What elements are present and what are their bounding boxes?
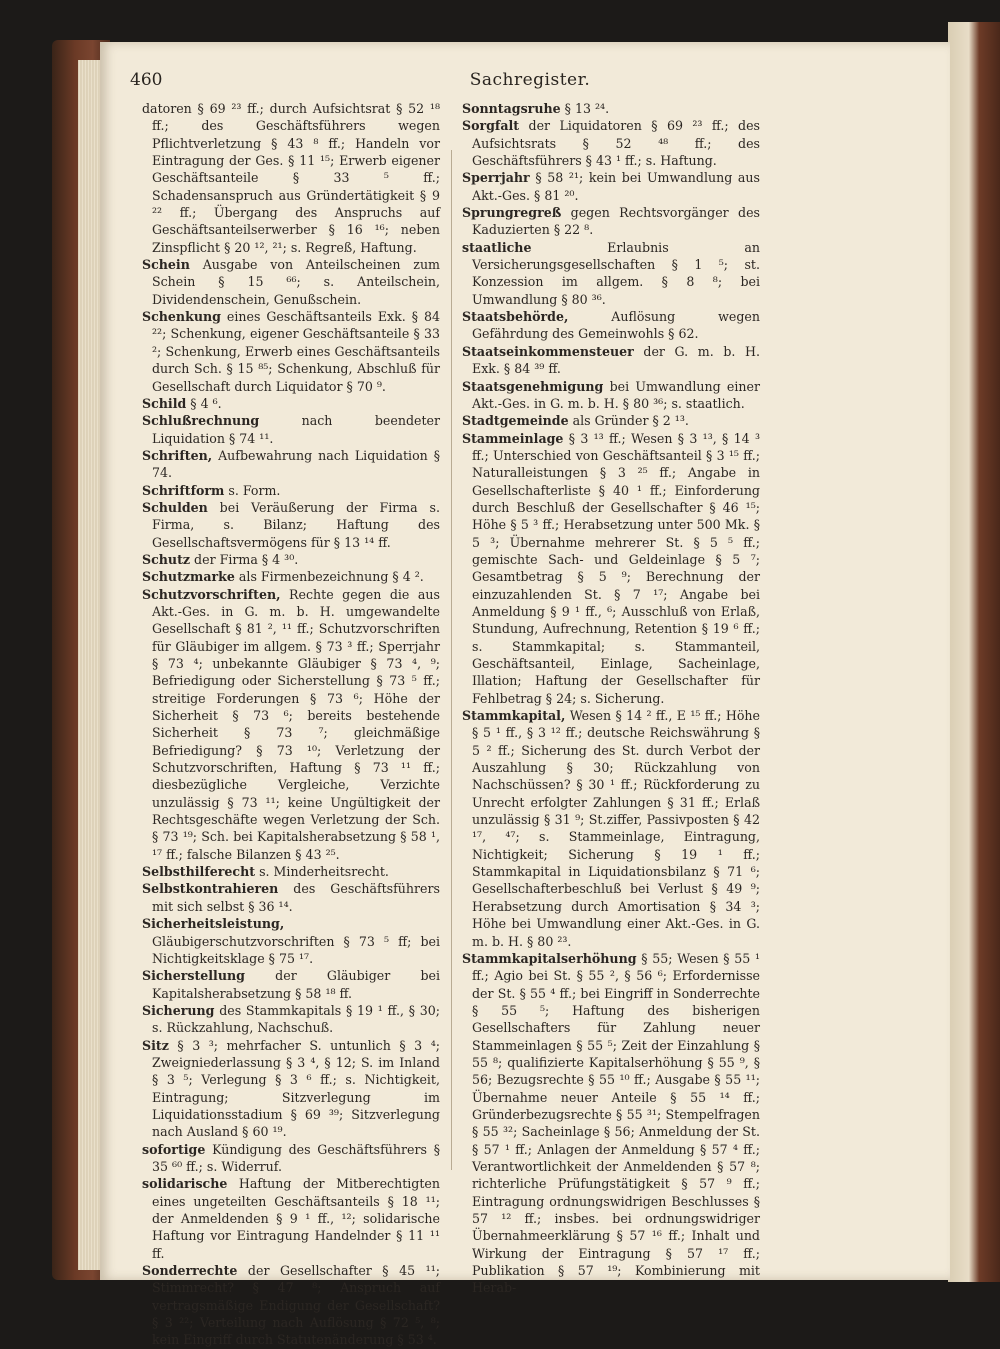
- index-entry: [142, 412, 440, 447]
- entry-headword: Staatsbehörde,: [462, 309, 569, 325]
- index-entry: [462, 239, 760, 308]
- entry-references: s. Form.: [224, 482, 281, 498]
- entry-references: als Firmenbezeichnung § 4 ².: [234, 569, 424, 585]
- entry-headword: solidarische: [142, 1176, 228, 1192]
- index-entry: [142, 395, 440, 412]
- entry-headword: Schein: [142, 257, 190, 273]
- entry-headword: sofortige: [142, 1141, 206, 1157]
- entry-references: § 55; Wesen § 55 ¹ ff.; Agio bei St. § 55 ², § 56 ⁶; Erfordernisse der St. § 55 ⁴ ff.; bei Eingriff in Sonderrechte § 55 ⁵; Haftung des bisherigen Gesellschafters für Zahlung neuer Stammeinlagen § 55 ⁵; Zeit der Einzahlung § 55 ⁸; qualifizierte Kapitalserhöhung § 55 ⁹, § 56; Bezugsrechte § 55 ¹⁰ ff.; Ausgabe § 55 ¹¹; Übernahme neuer Anteile § 55 ¹⁴ ff.; Gründerbezugsrechte § 55 ³¹; Stempelfragen § 55 ³²; Sacheinlage § 56; Anmeldung der St. § 57 ¹ ff.; Anlagen der Anmeldung § 57 ⁴ ff.; Verantwortlichkeit der Anmeldenden § 57 ⁸; richterliche Prüfungstätigkeit § 57 ⁹ ff.; Eintragung ordnungswidrigen Beschlusses § 57 ¹² ff.; insbes. bei ordnungswidriger Übernahmeerklärung § 57 ¹⁶ ff.; Inhalt und Wirkung der Eintragung § 57 ¹⁷ ff.; Publikation § 57 ¹⁹; Kombinierung mit Herab-: [472, 950, 760, 1296]
- index-entry: [142, 1262, 440, 1349]
- entry-headword: Sonderrechte: [142, 1263, 238, 1279]
- entry-references: der Liquidatoren § 69 ²³ ff.; des Aufsichtsrats § 52 ⁴⁸ ff.; des Geschäftsführers § 43 ¹ ff.; s. Haftung.: [472, 118, 760, 169]
- entry-headword: Selbsthilferecht: [142, 864, 256, 880]
- entry-headword: Sitz: [142, 1037, 169, 1053]
- index-entry: [462, 950, 760, 1297]
- index-entry: [142, 568, 440, 585]
- entry-headword: Sorgfalt: [462, 118, 520, 134]
- index-column-left: [142, 100, 440, 1349]
- entry-references: bei Umwandlung einer Akt.-Ges. in G. m. b. H. § 80 ³⁶; s. staatlich.: [472, 378, 760, 411]
- index-entry: [142, 1037, 440, 1141]
- index-entry: [142, 499, 440, 551]
- index-entry: [462, 378, 760, 413]
- entry-references: der G. m. b. H. Exk. § 84 ³⁹ ff.: [472, 343, 760, 377]
- entry-references: der Gesellschafter § 45 ¹¹; Stimmrecht? § 47 ⁸; Anspruch auf vertragsmäßige Endigung der Gesellschaft? § 3 ²²; Verteilung nach Auflösung § 72 ⁵, ⁸; kein Eingriff durch Statutenänderung § 53 ⁴.: [152, 1263, 440, 1348]
- entry-references: gegen Rechtsvorgänger des Kaduzierten § 22 ⁸.: [472, 205, 760, 238]
- entry-headword: Schutz: [142, 551, 191, 567]
- entry-references: nach beendeter Liquidation § 74 ¹¹.: [152, 413, 440, 446]
- entry-headword: Schutzmarke: [142, 569, 235, 585]
- index-entry: [142, 880, 440, 915]
- index-entry: [462, 343, 760, 378]
- entry-headword: Sonntagsruhe: [462, 101, 561, 116]
- entry-headword: Schulden: [142, 499, 208, 515]
- index-entry: [142, 551, 440, 568]
- index-entry: [462, 204, 760, 239]
- entry-references: § 13 ²⁴.: [560, 101, 610, 116]
- index-entry: [142, 447, 440, 482]
- entry-references: Wesen § 14 ² ff., E ¹⁵ ff.; Höhe § 5 ¹ ff., § 3 ¹² ff.; deutsche Reichswährung § 5 ² ff.; Sicherung des St. durch Verbot der Auszahlung § 30; Rückzahlung von Nachschüssen? § 30 ¹ ff.; Rückforderung zu Unrecht erfolgter Zahlungen § 31 ff.; Erlaß unzulässig § 31 ⁹; St.ziffer, Passivposten § 42 ¹⁷, ⁴⁷; s. Stammeinlage, Eintragung, Nichtigkeit; Sicherung § 19 ¹ ff.; Stammkapital in Liquidationsbilanz § 71 ⁶; Gesellschafterbeschluß bei Verlust § 49 ⁹; Herabsetzung durch Amortisation § 34 ³; Höhe bei Umwandlung einer Akt.-Ges. in G. m. b. H. § 80 ²³.: [472, 708, 760, 949]
- index-entry: [142, 482, 440, 499]
- entry-headword: Sperrjahr: [462, 170, 530, 186]
- entry-references: § 3 ¹³ ff.; Wesen § 3 ¹³, § 14 ³ ff.; Unterschied von Geschäftsanteil § 3 ¹⁵ ff.; Naturalleistungen § 3 ²⁵ ff.; Angabe in Gesellschafterliste § 40 ¹ ff.; Einforderung durch Beschluß der Gesellschafter § 46 ¹⁵; Höhe § 5 ³ ff.; Herabsetzung unter 500 Mk. § 5 ³; Übernahme mehrerer St. § 5 ⁵ ff.; gemischte Sach- und Geldeinlage § 5 ⁷; Gesamtbetrag § 5 ⁹; Berechnung der einzuzahlenden St. § 7 ¹⁷; Angabe bei Anmeldung § 9 ¹ ff., ⁶; Ausschluß von Erlaß, Stundung, Aufrechnung, Retention § 19 ⁶ ff.; s. Stammkapital; s. Stammanteil, Geschäftsanteil, Einlage, Sacheinlage, Illation; Haftung der Gesellschafter für Fehlbetrag § 24; s. Sicherung.: [472, 430, 760, 706]
- index-entry: [462, 100, 760, 117]
- entry-headword: Stammkapital,: [462, 708, 566, 724]
- entry-headword: Schlußrechnung: [142, 413, 260, 429]
- entry-headword: Schild: [142, 395, 187, 411]
- entry-references: eines Geschäftsanteils Exk. § 84 ²²; Schenkung, eigener Geschäftsanteile § 33 ²; Schenkung, Erwerb eines Geschäftsanteils durch Sch. § 15 ⁸⁵; Schenkung, Abschluß für Gesellschaft durch Liquidator § 70 ⁹.: [152, 309, 440, 394]
- index-entry: [142, 586, 440, 864]
- entry-headword: Stadtgemeinde: [462, 413, 569, 429]
- entry-headword: Sicherheitsleistung,: [142, 916, 285, 932]
- entry-references: des Stammkapitals § 19 ¹ ff., § 30; s. Rückzahlung, Nachschuß.: [152, 1002, 440, 1036]
- index-entry: [142, 1141, 440, 1176]
- entry-headword: Stammeinlage: [462, 430, 564, 446]
- index-entry: [462, 707, 760, 950]
- index-entry: [462, 117, 760, 169]
- entry-references: Haftung der Mitberechtigten eines ungeteilten Geschäftsanteils § 18 ¹¹; der Anmeldenden § 9 ¹ ff., ¹²; solidarische Haftung vor Eintragung Handelnder § 11 ¹¹ ff.: [152, 1176, 440, 1261]
- index-entry: [142, 100, 440, 256]
- entry-references: § 4 ⁶.: [186, 395, 222, 411]
- page-number: 460: [130, 70, 163, 90]
- entry-headword: Sicherstellung: [142, 968, 245, 984]
- entry-headword: Sprungregreß: [462, 205, 562, 221]
- entry-references: Erlaubnis an Versicherungsgesellschaften § 1 ⁵; st. Konzession im allgem. § 8 ⁸; bei Umwandlung § 80 ³⁶.: [472, 239, 760, 307]
- entry-references: s. Minderheitsrecht.: [255, 864, 389, 880]
- entry-references: als Gründer § 2 ¹³.: [568, 413, 689, 429]
- index-entry: [462, 308, 760, 343]
- index-entry: [142, 308, 440, 395]
- index-entry: [142, 967, 440, 1002]
- entry-references: Gläubigerschutzvorschriften § 73 ⁵ ff; bei Nichtigkeitsklage § 75 ¹⁷.: [152, 933, 440, 966]
- entry-references: Aufbewahrung nach Liquidation § 74.: [152, 447, 440, 481]
- entry-headword: Staatsgenehmigung: [462, 378, 604, 394]
- entry-headword: Schenkung: [142, 309, 221, 325]
- entry-references: Rechte gegen die aus Akt.-Ges. in G. m. b. H. umgewandelte Gesellschaft § 81 ², ¹¹ ff.; Schutzvorschriften für Gläubiger im allgem. § 73 ³ ff.; Sperrjahr § 73 ⁴; unbekannte Gläubiger § 73 ⁴, ⁹; Befriedigung oder Sicherstellung § 73 ⁵ ff.; streitige Forderungen § 73 ⁶; Höhe der Sicherheit § 73 ⁶; bereits bestehende Sicherheit § 73 ⁷; gleichmäßige Befriedigung? § 73 ¹⁰; Verletzung der Schutzvorschriften, Haftung § 73 ¹¹ ff.; diesbezügliche Vergleiche, Verzichte unzulässig § 73 ¹¹; keine Ungültigkeit der Rechtsgeschäfte wegen Verletzung der Sch. § 73 ¹⁹; Sch. bei Kapitalsherabsetzung § 58 ¹, ¹⁷ ff.; falsche Bilanzen § 43 ²⁵.: [152, 586, 440, 862]
- entry-headword: staatliche: [462, 239, 532, 255]
- entry-references: Ausgabe von Anteilscheinen zum Schein § 15 ⁶⁶; s. Anteilschein, Dividendenschein, Genußschein.: [152, 257, 440, 307]
- column-divider: [451, 150, 452, 1170]
- index-entry: [142, 863, 440, 880]
- index-entry: [462, 430, 760, 708]
- index-entry: [462, 412, 760, 429]
- index-entry: [462, 169, 760, 204]
- book-cover-right: [948, 22, 1000, 1282]
- index-entry: [142, 915, 440, 967]
- entry-references: Kündigung des Geschäftsführers § 35 ⁶⁰ ff.; s. Widerruf.: [152, 1141, 440, 1174]
- entry-references: des Geschäftsführers mit sich selbst § 36 ¹⁴.: [152, 881, 440, 914]
- entry-references: § 3 ³; mehrfacher S. untunlich § 3 ⁴; Zweigniederlassung § 3 ⁴, § 12; S. im Inland § 3 ⁵; Verlegung § 3 ⁶ ff.; s. Nichtigkeit, Eintragung; Sitzverlegung im Liquidationsstadium § 69 ³⁹; Sitzverlegung nach Ausland § 60 ¹⁹.: [152, 1037, 440, 1140]
- entry-headword: Selbstkontrahieren: [142, 881, 279, 897]
- entry-references: § 58 ²¹; kein bei Umwandlung aus Akt.-Ges. § 81 ²⁰.: [472, 170, 760, 203]
- index-column-right: [462, 100, 760, 1297]
- index-entry: [142, 1002, 440, 1037]
- page-header: [130, 70, 930, 94]
- entry-references: Auflösung wegen Gefährdung des Gemeinwohls § 62.: [472, 309, 760, 342]
- entry-headword: Schriften,: [142, 447, 213, 463]
- entry-references: bei Veräußerung der Firma s. Firma, s. Bilanz; Haftung des Gesellschaftsvermögens für § 13 ¹⁴ ff.: [152, 499, 440, 550]
- entry-references: der Firma § 4 ³⁰.: [190, 551, 299, 567]
- index-entry: [142, 256, 440, 308]
- entry-references: datoren § 69 ²³ ff.; durch Aufsichtsrat § 52 ¹⁸ ff.; des Geschäftsführers wegen Pflichtverletzung § 43 ⁸ ff.; Handeln vor Eintragung der Ges. § 11 ¹⁵; Erwerb eigener Geschäftsanteile § 33 ⁵ ff.; Schadensanspruch aus Gründertätigkeit § 9 ²² ff.; Übergang des Anspruchs auf Geschäftsanteilserwerber § 16 ¹⁶; neben Zinspflicht § 20 ¹², ²¹; s. Regreß, Haftung.: [142, 101, 440, 255]
- entry-headword: Sicherung: [142, 1002, 215, 1018]
- entry-headword: Schutzvorschriften,: [142, 586, 281, 602]
- entry-references: der Gläubiger bei Kapitalsherabsetzung § 58 ¹⁸ ff.: [152, 968, 440, 1001]
- entry-headword: Schriftform: [142, 482, 225, 498]
- entry-headword: Staatseinkommensteuer: [462, 343, 634, 359]
- entry-headword: Stammkapitalserhöhung: [462, 950, 637, 966]
- index-entry: [142, 1175, 440, 1262]
- running-title: Sachregister.: [469, 70, 591, 90]
